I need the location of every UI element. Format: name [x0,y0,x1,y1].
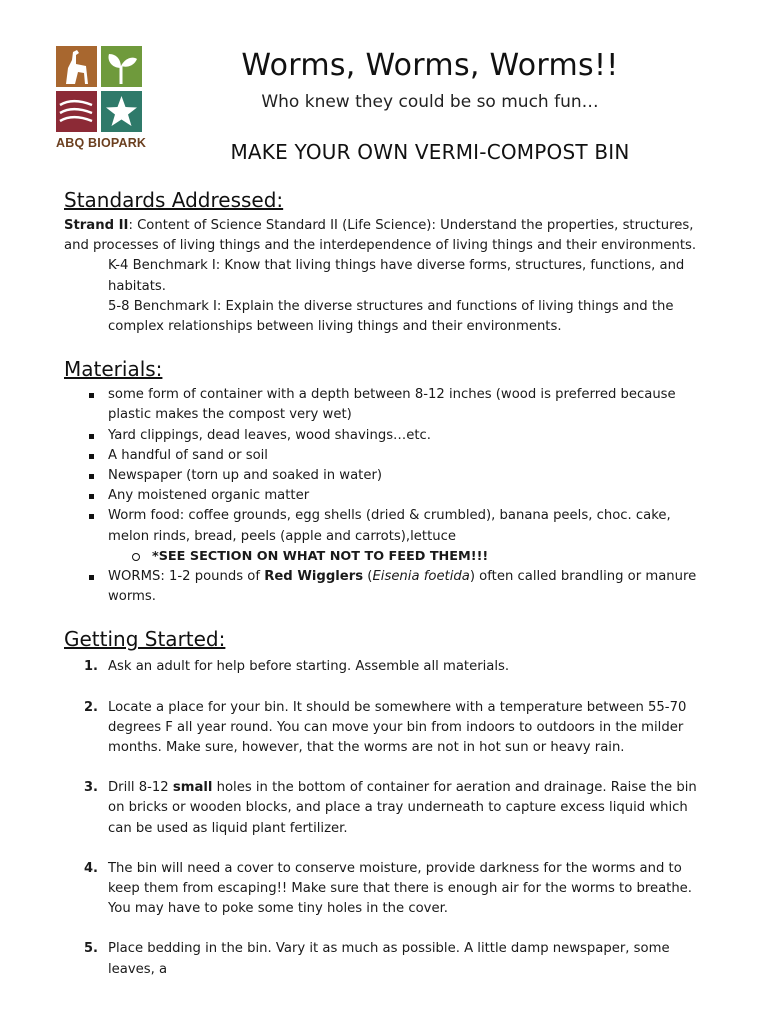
step-text-post: holes in the bottom of container for aeration and drainage. Raise the bin on bricks or wooden blocks, and place a tray underneath to capture excess liquid which can be used as liquid plant fertilizer. [108,780,697,836]
materials-list [64,385,714,607]
list-item [64,426,714,446]
list-item-text: some form of container with a depth between 8-12 inches (wood is preferred because plastic makes the compost very wet) [108,387,676,423]
step-item [64,657,714,677]
sub-list-item [108,547,714,567]
list-item [64,506,714,567]
document-body [64,186,714,1000]
step-text: The bin will need a cover to conserve moisture, provide darkness for the worms and to keep them from escaping!! Make sure that there is enough air for the worms to breathe. You may have to poke some tiny holes in the cover. [108,860,692,917]
sub-list [108,547,714,567]
list-item-text: Any moistened organic matter [108,488,310,504]
abq-biopark-logo [56,46,147,150]
step-item [64,859,714,920]
list-item-text: Newspaper (torn up and soaked in water) [108,468,383,484]
step-item [64,778,714,839]
list-item [64,385,714,425]
steps-list [64,657,714,979]
list-item [64,446,714,466]
logo-grid [56,46,144,132]
step-number: 2. [84,699,98,715]
bullet-icon [89,575,94,580]
list-item-worms [64,567,714,607]
spacer [64,607,714,625]
worms-italic: Eisenia foetida [372,569,470,585]
step-text-bold: small [172,780,213,796]
worms-suffix: ) often called brandling or manure worms. [108,569,697,605]
getting-started-heading: Getting Started: [64,627,226,652]
worms-prefix: WORMS: 1-2 pounds of [108,569,265,585]
benchmark-k4: K-4 Benchmark I: Know that living things have diverse forms, structures, functions, and habitats. [108,258,685,294]
strand-label: Strand II [64,218,129,233]
list-item [64,466,714,486]
bullet-icon [89,393,94,398]
bullet-icon [89,434,94,439]
worms-bold: Red Wigglers [264,569,364,585]
page-subtitle: Who knew they could be so much fun… [261,92,599,112]
circle-bullet-icon [132,553,140,561]
logo-wordmark: ABQ BIOPARK [56,136,147,150]
sub-list-item-text: *SEE SECTION ON WHAT NOT TO FEED THEM!!! [152,548,489,564]
standards-heading: Standards Addressed: [64,188,284,212]
step-text: Ask an adult for help before starting. Assemble all materials. [108,659,510,675]
benchmark-5-8: 5-8 Benchmark I: Explain the diverse structures and functions of living things and the complex relationships between living things and their environments. [108,298,674,335]
step-number: 5. [84,941,98,957]
document-heading: MAKE YOUR OWN VERMI-COMPOST BIN [230,140,630,164]
step-text: Place bedding in the bin. Vary it as much as possible. A little damp newspaper, some leaves, a [108,941,670,977]
spacer [64,337,714,355]
step-text: Locate a place for your bin. It should be somewhere with a temperature between 55-70 degrees F all year round. You can move your bin from indoors to outdoors in the milder months. Make sure, however, that the worms are not in hot sun or heavy rain. [108,699,687,756]
strand-text: : Content of Science Standard II (Life Science): Understand the properties, structures, and processes of living things and the interdependence of living things and their environments. [64,218,697,254]
step-number: 1. [84,659,98,675]
step-item [64,698,714,759]
fish-icon [56,91,97,132]
list-item [64,486,714,506]
step-number: 3. [84,780,98,796]
worms-middle: ( [363,569,373,585]
materials-heading: Materials: [64,357,163,382]
step-text-pre: Drill 8-12 [108,780,173,796]
bullet-icon [89,494,94,499]
step-number: 4. [84,860,98,876]
strand-paragraph [64,216,714,256]
list-item-text: Yard clippings, dead leaves, wood shavings…etc. [108,427,431,443]
list-item-text: Worm food: coffee grounds, egg shells (dried & crumbled), banana peels, choc. cake, melon rinds, bread, peels (apple and carrots),lettuce [108,508,671,544]
bullet-icon [89,454,94,459]
step-item [64,939,714,979]
page-title: Worms, Worms, Worms!! [241,48,619,83]
bullet-icon [89,514,94,519]
sprout-icon [101,46,142,87]
bullet-icon [89,474,94,479]
list-item-text: A handful of sand or soil [108,447,268,463]
giraffe-icon [56,46,97,87]
starfish-icon [101,91,142,132]
